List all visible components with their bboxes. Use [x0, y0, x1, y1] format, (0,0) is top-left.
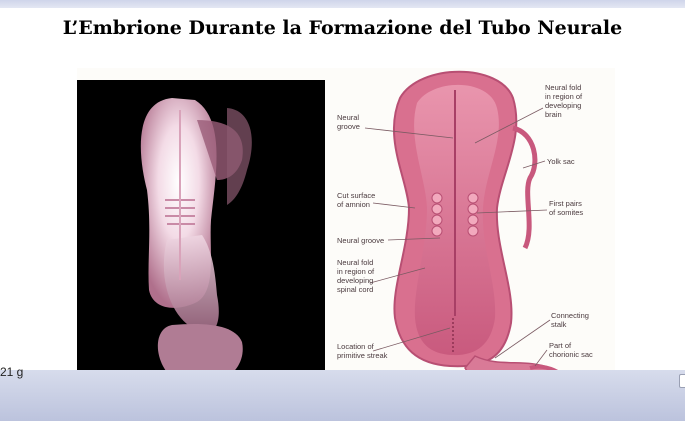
- embryo-photograph: [77, 80, 325, 398]
- embryo-photo-image: [77, 80, 325, 398]
- label-chorionic-sac: Part of chorionic sac: [549, 341, 593, 359]
- slide-title: L’Embrione Durante la Formazione del Tubo Neurale: [62, 17, 623, 39]
- label-neural-fold-brain: Neural fold in region of developing brain: [545, 83, 583, 119]
- label-connecting-stalk: Connecting stalk: [551, 311, 589, 329]
- label-first-pairs: First pairs of somites: [549, 199, 584, 217]
- label-neural-groove-top: Neural groove: [337, 113, 360, 131]
- label-neural-groove-mid: Neural groove: [337, 236, 385, 245]
- label-primitive-streak: Location of primitive streak: [337, 342, 388, 360]
- top-accent-bar: [0, 0, 685, 8]
- embryo-diagram: [325, 68, 615, 400]
- leader-chorionic-sac: [535, 350, 547, 366]
- bottom-accent-bar: [0, 370, 685, 421]
- label-yolk-sac: Yolk sac: [547, 157, 575, 166]
- embryo-diagram-image: [325, 68, 615, 400]
- slide-corner-text: 21 g: [0, 365, 24, 379]
- embryo-figure: [77, 68, 615, 400]
- label-neural-fold-spinal: Neural fold in region of developing spinal cord: [337, 258, 375, 294]
- label-cut-surface: Cut surface of amnion: [337, 191, 376, 209]
- corner-widget-icon: [679, 374, 685, 388]
